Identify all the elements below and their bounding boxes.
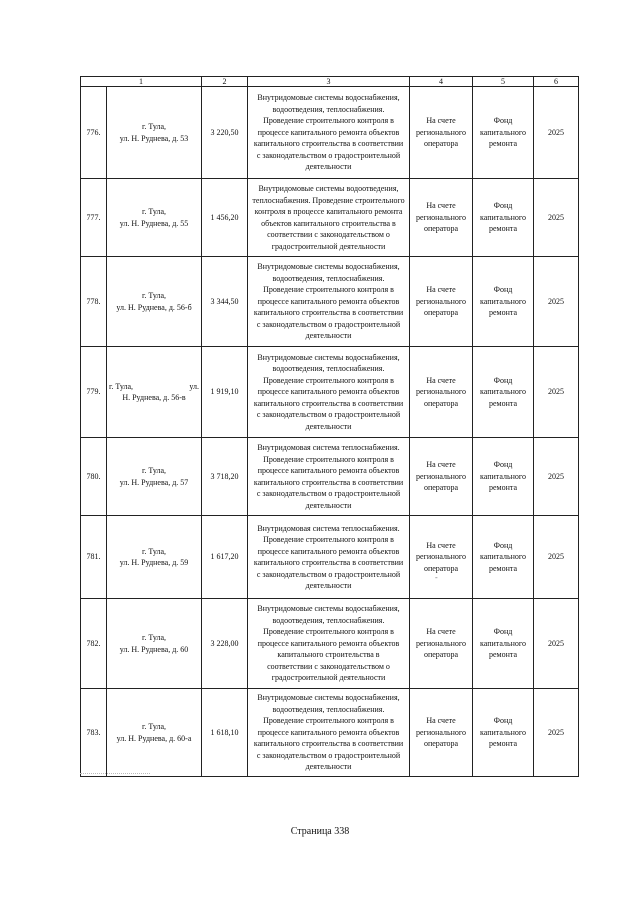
address-cell (107, 87, 202, 179)
cell-line: оператора (423, 308, 459, 318)
cell-line: регионального (415, 727, 467, 737)
account-cell (410, 516, 473, 599)
cell-line: ул. Н. Руднева, д. 55 (119, 218, 189, 228)
column-header-1: 1 (81, 77, 202, 87)
row-number: 780. (81, 438, 107, 516)
address-cell (107, 599, 202, 689)
cell-line: деятельности (305, 581, 352, 590)
cell-line: Проведение строительного контроля в (263, 375, 394, 385)
cell-line: деятельности (305, 331, 352, 341)
cell-line: с законодательством о градостроительной (256, 750, 401, 760)
cell-line: деятельности (305, 162, 352, 172)
address-cell (107, 438, 202, 516)
cell-line: Внутридомовые системы водоснабжения, (257, 604, 400, 614)
cell-line: процессе капитального ремонта объектов (257, 296, 400, 306)
cell-line: оператора (423, 739, 459, 749)
cell-line: ул. Н. Руднева, д. 60 (119, 644, 189, 654)
table-row (81, 599, 579, 689)
work-description-cell (248, 516, 410, 599)
year-cell: 2025 (534, 599, 579, 689)
cell-line: Внутридомовая система теплоснабжения. (257, 443, 400, 452)
cell-line: процессе капитального ремонта объектов (257, 727, 400, 737)
column-header-3: 3 (248, 77, 410, 87)
cell-line: капитального (480, 638, 526, 648)
cell-line: процессе капитального ремонта объектов (257, 466, 400, 475)
cell-line: регионального (415, 471, 467, 481)
cell-line: капитального (480, 387, 526, 397)
cell-line: г. Тула, (141, 291, 167, 300)
cell-line: с законодательством о градостроительной (256, 569, 401, 579)
cell-line: капитального (480, 552, 526, 562)
cost-cell: 1 617,20 (202, 516, 248, 599)
cell-line: капитального (480, 296, 526, 306)
cell-line: регионального (415, 638, 467, 648)
cell-line: ремонта (488, 224, 518, 234)
cell-line: Проведение строительного контроля в (263, 535, 394, 544)
cell-line: регионального (415, 296, 467, 306)
cell-line: контроля в процессе капитального ремонта (254, 207, 403, 216)
year-cell: 2025 (534, 438, 579, 516)
funding-source-cell (473, 689, 534, 777)
year-cell: 2025 (534, 516, 579, 599)
cell-line: оператора (423, 398, 459, 408)
funding-source-cell (473, 599, 534, 689)
page-number: Страница 338 (290, 826, 350, 837)
cell-line: На счете (426, 460, 456, 470)
address-cell (107, 516, 202, 599)
cost-cell: 3 344,50 (202, 257, 248, 347)
cell-line: ремонта (488, 308, 518, 318)
cell-line: капитального строительства в (277, 650, 380, 660)
cell-line: ремонта (488, 739, 518, 749)
cell-line: капитального строительства в соответствии (253, 558, 404, 567)
cell-line: ул. Н. Руднева, д. 53 (119, 133, 189, 143)
cell-line: Фонд (493, 201, 513, 211)
cell-line: Фонд (493, 627, 513, 637)
address-line: Н. Руднева, д. 56-в (122, 393, 186, 402)
cell-line: оператора (423, 650, 459, 660)
cell-line: Проведение строительного контроля в (263, 627, 394, 637)
address-cell (107, 689, 202, 777)
table-row (81, 347, 579, 438)
cell-line: Проведение строительного контроля в (263, 716, 394, 726)
cell-line: г. Тула, (141, 722, 167, 731)
cell-line: с законодательством о градостроительной (256, 150, 401, 160)
cell-line: регионального (415, 387, 467, 397)
cell-line: Внутридомовые системы водоснабжения, (257, 352, 400, 362)
cost-cell: 3 228,00 (202, 599, 248, 689)
cell-line: капитального (480, 212, 526, 222)
cell-line: Проведение строительного контроля в (263, 116, 394, 126)
cell-line: регионального (415, 552, 467, 562)
cell-line: На счете (426, 627, 456, 637)
cell-line: деятельности (305, 500, 352, 510)
address-line (109, 381, 199, 393)
funding-source-cell (473, 257, 534, 347)
table-row (81, 516, 579, 599)
address-cell (107, 347, 202, 438)
account-cell (410, 257, 473, 347)
cell-line: ремонта (488, 139, 518, 149)
cell-line: Внутридомовая система теплоснабжения. (257, 523, 400, 533)
cell-line: деятельности (305, 421, 352, 431)
work-description-cell (248, 87, 410, 179)
address-cell (107, 179, 202, 257)
work-description-cell (248, 179, 410, 257)
account-cell (410, 689, 473, 777)
cell-line: процессе капитального ремонта объектов (257, 127, 400, 137)
cell-line: Фонд (493, 460, 513, 470)
cell-line: с законодательством о градостроительной (256, 319, 401, 329)
cell-line: г. Тула, (141, 546, 167, 556)
cell-line: ремонта (488, 650, 518, 660)
cell-line: г. Тула, (141, 633, 167, 642)
cell-line: соответствии с законодательством о (267, 230, 390, 239)
account-cell (410, 347, 473, 438)
scan-artifact-line (80, 773, 150, 777)
cell-line: г. Тула, (141, 207, 167, 216)
year-cell: 2025 (534, 87, 579, 179)
cell-line: ул. Н. Руднева, д. 60-а (116, 733, 192, 743)
funding-source-cell (473, 347, 534, 438)
cell-line: Внутридомовые системы водоснабжения, (257, 262, 400, 272)
table-row (81, 257, 579, 347)
cell-line: оператора (423, 483, 459, 493)
cost-cell: 3 220,50 (202, 87, 248, 179)
cell-line: Фонд (493, 540, 513, 550)
cell-line: На счете (426, 540, 456, 550)
cell-line: капитального строительства в соответствии (253, 308, 404, 318)
column-header-4: 4 (410, 77, 473, 87)
cost-cell: 1 456,20 (202, 179, 248, 257)
account-cell (410, 438, 473, 516)
table-row (81, 689, 579, 777)
cell-line: капитального (480, 471, 526, 481)
address-cell (107, 257, 202, 347)
cell-line: регионального (415, 212, 467, 222)
row-number: 779. (81, 347, 107, 438)
cell-line: Фонд (493, 285, 513, 295)
cell-line: капитального строительства в соответствии (253, 139, 404, 149)
cell-line: На счете (426, 375, 456, 385)
cell-line: капитального (480, 727, 526, 737)
cell-line: капитального строительства в соответствии (253, 477, 404, 487)
cell-line: градостроительной деятельности (271, 241, 386, 251)
work-description-cell (248, 599, 410, 689)
cell-line: оператора (423, 563, 459, 573)
cell-line: водоотведения, теплоснабжения. (272, 615, 385, 625)
column-header-5: 5 (473, 77, 534, 87)
column-header-2: 2 (202, 77, 248, 87)
cell-line: с законодательством о градостроительной (256, 410, 401, 420)
cell-line: капитального строительства в соответствии (253, 398, 404, 408)
funding-source-cell (473, 179, 534, 257)
work-description-cell (248, 257, 410, 347)
cell-line: оператора (423, 139, 459, 149)
cell-line: процессе капитального ремонта объектов (257, 546, 400, 556)
cell-line: объектов капитального строительства в (261, 218, 396, 228)
cell-line: капитального строительства в соответствии (253, 739, 404, 749)
cell-line: г. Тула, (141, 122, 167, 131)
cell-line: водоотведения, теплоснабжения. (272, 104, 385, 114)
cell-line: водоотведения, теплоснабжения. (272, 704, 385, 714)
year-cell: 2025 (534, 689, 579, 777)
cell-line: ремонта (488, 563, 518, 573)
table-row (81, 179, 579, 257)
stray-mark: - (435, 573, 438, 582)
work-description-cell (248, 689, 410, 777)
column-header-6: 6 (534, 77, 579, 87)
cell-line: водоотведения, теплоснабжения. (272, 273, 385, 283)
cell-line: процессе капитального ремонта объектов (257, 638, 400, 648)
cell-line: ул. Н. Руднева, д. 59 (119, 558, 189, 567)
work-description-cell (248, 438, 410, 516)
year-cell: 2025 (534, 179, 579, 257)
funding-source-cell (473, 87, 534, 179)
cell-line: Внутридомовые системы водоснабжения, (257, 93, 400, 103)
cell-line: Внутридомовые системы водоотведения, (258, 184, 399, 193)
account-cell (410, 179, 473, 257)
cell-line: На счете (426, 201, 456, 211)
cell-line: ремонта (488, 483, 518, 493)
cell-line: с законодательством о градостроительной (256, 489, 401, 498)
row-number: 777. (81, 179, 107, 257)
account-cell (410, 599, 473, 689)
work-description-cell (248, 347, 410, 438)
address-street-prefix: ул. (189, 381, 199, 391)
cell-line: Проведение строительного контроля в (263, 454, 394, 464)
cell-line: оператора (423, 224, 459, 234)
work-schedule-table (80, 76, 579, 777)
cell-line: водоотведения, теплоснабжения. (272, 364, 385, 374)
cell-line: теплоснабжения. Проведение строительного (252, 195, 405, 205)
row-number: 783. (81, 689, 107, 777)
cell-line: регионального (415, 127, 467, 137)
cell-line: На счете (426, 285, 456, 295)
table-row (81, 87, 579, 179)
row-number: 781. (81, 516, 107, 599)
cell-line: Фонд (493, 116, 513, 126)
row-number: 782. (81, 599, 107, 689)
cell-line: На счете (426, 716, 456, 726)
cell-line: ул. Н. Руднева, д. 56-б (116, 302, 192, 312)
address-city: г. Тула, (109, 381, 134, 391)
cell-line: Проведение строительного контроля в (263, 285, 394, 295)
funding-source-cell (473, 438, 534, 516)
cell-line: деятельности (305, 762, 352, 772)
cell-line: На счете (426, 116, 456, 126)
cell-line: г. Тула, (141, 466, 167, 475)
cell-line: ремонта (488, 398, 518, 408)
cell-line: Внутридомовые системы водоснабжения, (257, 693, 400, 703)
cost-cell: 1 618,10 (202, 689, 248, 777)
year-cell: 2025 (534, 347, 579, 438)
year-cell: 2025 (534, 257, 579, 347)
cell-line: ул. Н. Руднева, д. 57 (119, 477, 189, 487)
cost-cell: 1 919,10 (202, 347, 248, 438)
row-number: 778. (81, 257, 107, 347)
cell-line: градостроительной деятельности (271, 673, 386, 683)
cell-line: капитального (480, 127, 526, 137)
row-number: 776. (81, 87, 107, 179)
cost-cell: 3 718,20 (202, 438, 248, 516)
cell-line: процессе капитального ремонта объектов (257, 387, 400, 397)
funding-source-cell (473, 516, 534, 599)
cell-line: Фонд (493, 716, 513, 726)
cell-line: соответствии с законодательством о (267, 661, 390, 671)
cell-line: Фонд (493, 375, 513, 385)
account-cell (410, 87, 473, 179)
table-row (81, 438, 579, 516)
column-number-row (81, 77, 579, 87)
